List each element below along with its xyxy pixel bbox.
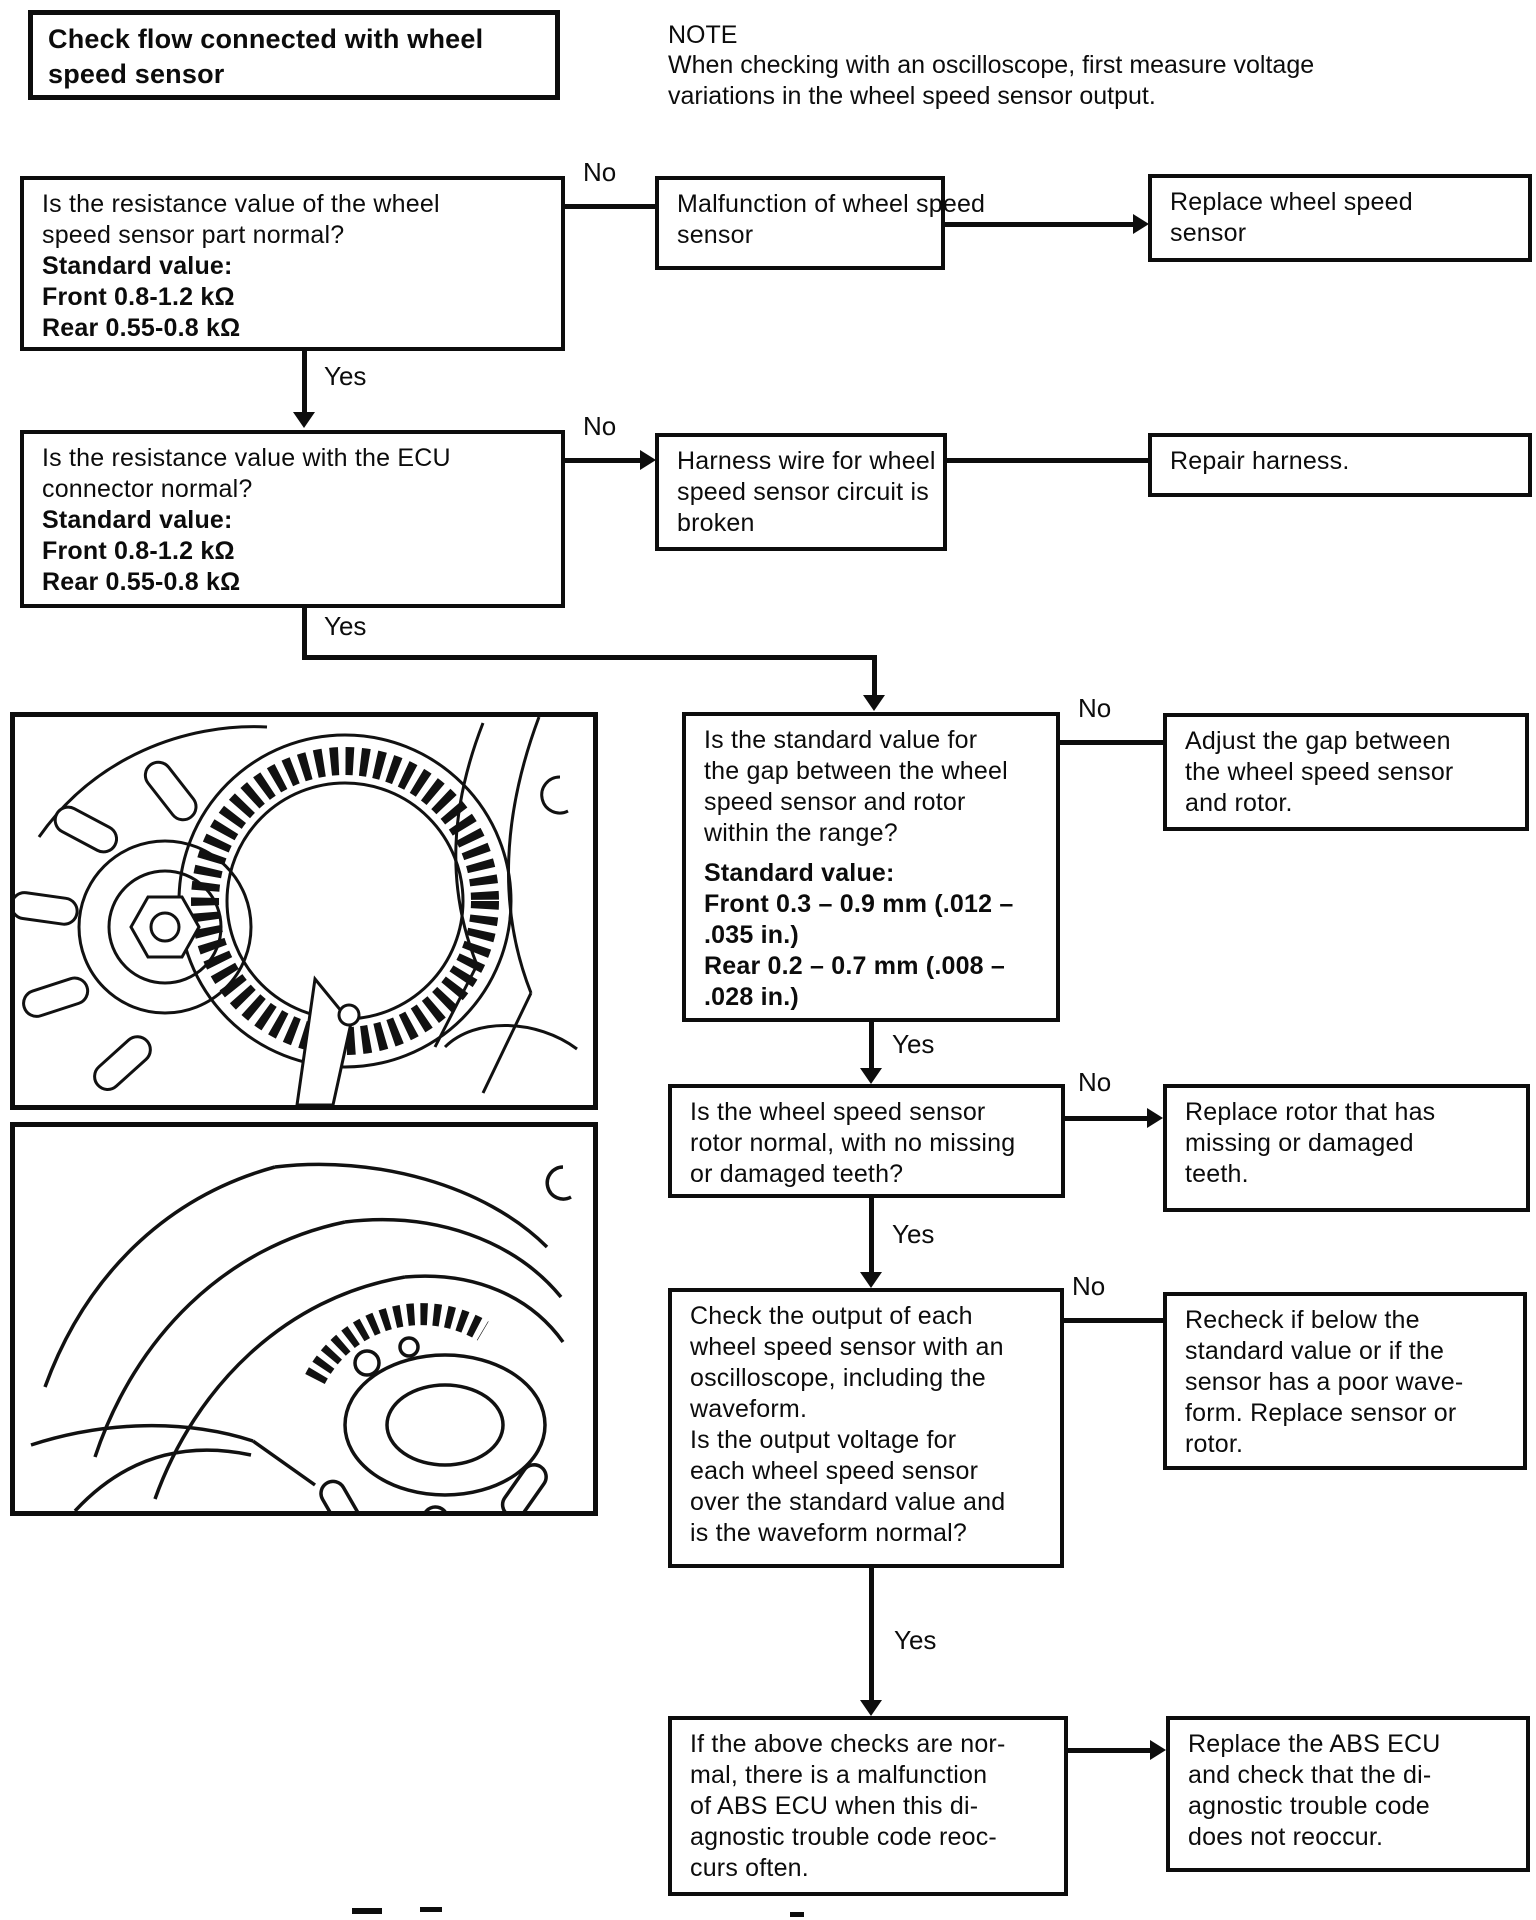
text-line: Replace wheel speed (1170, 188, 1413, 216)
question-text (42, 443, 543, 505)
branch-label-yes: Yes (324, 361, 367, 391)
arrow-right-icon (640, 450, 656, 470)
arrow-right-icon (1133, 214, 1149, 234)
text-line: does not reoccur. (1188, 1823, 1384, 1851)
arrow-right-icon (1147, 1108, 1163, 1128)
action-replace-sensor (1148, 174, 1532, 262)
branch-label-no: No (1072, 1271, 1106, 1301)
branch-label-no: No (583, 411, 617, 441)
text-line: teeth. (1185, 1160, 1249, 1188)
text-line: oscilloscope, including the (690, 1364, 986, 1392)
arrow-down-icon (860, 1068, 882, 1084)
scan-artifact-dash (790, 1912, 804, 1917)
note-body (668, 50, 1508, 112)
decision-oscilloscope-output (668, 1288, 1064, 1568)
text-line: standard value or if the (1185, 1337, 1445, 1365)
rear-hub-rotor-illustration (10, 1122, 598, 1516)
text-line: speed sensor and rotor (704, 788, 966, 816)
branch-label-no: No (1078, 1067, 1112, 1097)
text-line: and rotor. (1185, 789, 1293, 817)
text-line: agnostic trouble code reoc- (690, 1823, 997, 1851)
arrow-right-icon (1150, 1740, 1166, 1760)
text-line: Malfunction of wheel speed (677, 190, 986, 218)
result-sensor-malfunction (655, 176, 986, 270)
text-line: Standard value: (42, 506, 233, 534)
text-line: sensor (1170, 219, 1247, 247)
scan-artifact-dash (420, 1907, 442, 1912)
branch-label-yes: Yes (324, 611, 367, 641)
connector-line (869, 1568, 874, 1702)
text-line: Front 0.8-1.2 kΩ (42, 537, 235, 565)
text-line: Recheck if below the (1185, 1306, 1420, 1334)
text-line: rotor. (1185, 1430, 1244, 1458)
branch-label-yes: Yes (892, 1029, 935, 1059)
text-line: waveform. (690, 1395, 808, 1423)
arrow-down-icon (860, 1700, 882, 1716)
text-line: Standard value: (704, 859, 895, 887)
text-line: Replace the ABS ECU (1188, 1730, 1441, 1758)
text-line: Rear 0.55-0.8 kΩ (42, 314, 241, 342)
scan-artifact-dash (352, 1908, 382, 1914)
text-line: Harness wire for wheel (677, 447, 936, 475)
branch-label-yes: Yes (894, 1625, 937, 1655)
page-title (28, 10, 560, 100)
text-line: speed sensor circuit is (677, 478, 929, 506)
connector-line (869, 1198, 874, 1274)
text-line: If the above checks are nor- (690, 1730, 1006, 1758)
text-line: Is the wheel speed sensor (690, 1098, 986, 1126)
text-line: and check that the di- (1188, 1761, 1432, 1789)
text-line: the wheel speed sensor (1185, 758, 1454, 786)
text-line: mal, there is a malfunction (690, 1761, 988, 1789)
connector-line (947, 458, 1150, 463)
front-hub-rotor-illustration (10, 712, 598, 1110)
text-line: Rear 0.2 – 0.7 mm (.008 – (704, 952, 1006, 980)
text-line: Check flow connected with wheel (48, 24, 484, 54)
decision-sensor-resistance (20, 176, 565, 351)
standard-value-text (42, 251, 543, 344)
connector-line (1065, 1116, 1149, 1121)
connector-line (302, 608, 307, 660)
text-line: Replace rotor that has (1185, 1098, 1436, 1126)
text-line: form. Replace sensor or (1185, 1399, 1457, 1427)
conclusion-abs-ecu-malfunction (668, 1716, 1068, 1896)
connector-line (1060, 740, 1166, 745)
text-line: Front 0.3 – 0.9 mm (.012 – (704, 890, 1014, 918)
text-line: over the standard value and (690, 1488, 1006, 1516)
front-hub-rotor-drawing (15, 717, 593, 1105)
rear-hub-rotor-drawing (15, 1127, 593, 1511)
text-line: sensor has a poor wave- (1185, 1368, 1464, 1396)
text-line: speed sensor (48, 59, 225, 89)
text-line: the gap between the wheel (704, 757, 1008, 785)
text-line: Is the output voltage for (690, 1426, 957, 1454)
connector-line (302, 655, 877, 660)
text-line: Check the output of each (690, 1302, 973, 1330)
text-line: missing or damaged (1185, 1129, 1414, 1157)
text-line: connector normal? (42, 475, 253, 503)
text-line: sensor (677, 221, 754, 249)
decision-rotor-teeth (668, 1084, 1065, 1198)
arrow-down-icon (293, 412, 315, 428)
connector-line (869, 1022, 874, 1070)
text-line: Standard value: (42, 252, 233, 280)
text-line: of ABS ECU when this di- (690, 1792, 979, 1820)
arrow-down-icon (860, 1272, 882, 1288)
text-line: Is the resistance value with the ECU (42, 444, 451, 472)
text-line: When checking with an oscilloscope, first measure voltage (668, 51, 1315, 79)
text-line: Front 0.8-1.2 kΩ (42, 283, 235, 311)
connector-line (872, 655, 877, 697)
connector-line (302, 351, 307, 413)
action-replace-rotor (1163, 1084, 1530, 1212)
decision-sensor-rotor-gap (682, 712, 1060, 1022)
text-line: broken (677, 509, 755, 537)
connector-line (565, 204, 657, 209)
text-line: Is the standard value for (704, 726, 978, 754)
connector-line (945, 222, 1135, 227)
text-line: agnostic trouble code (1188, 1792, 1430, 1820)
text-line: Rear 0.55-0.8 kΩ (42, 568, 241, 596)
connector-line (1068, 1748, 1152, 1753)
text-line: variations in the wheel speed sensor output. (668, 82, 1156, 110)
text-line: is the waveform normal? (690, 1519, 967, 1547)
note-block (668, 20, 1508, 112)
standard-value-text (704, 858, 1038, 1013)
arrow-down-icon (863, 695, 885, 711)
text-line: .028 in.) (704, 983, 799, 1011)
text-line: Is the resistance value of the wheel (42, 190, 440, 218)
decision-ecu-resistance (20, 430, 565, 608)
standard-value-text (42, 505, 543, 598)
connector-line (565, 458, 643, 463)
result-harness-broken (655, 433, 947, 551)
text-line: or damaged teeth? (690, 1160, 904, 1188)
text-line: wheel speed sensor with an (690, 1333, 1004, 1361)
connector-line (1064, 1318, 1165, 1323)
text-line: speed sensor part normal? (42, 221, 345, 249)
action-replace-abs-ecu (1166, 1716, 1530, 1872)
branch-label-no: No (583, 157, 617, 187)
text-line: within the range? (704, 819, 898, 847)
action-adjust-gap (1163, 713, 1529, 831)
question-text (42, 189, 543, 251)
text-line: .035 in.) (704, 921, 799, 949)
text-line: Adjust the gap between (1185, 727, 1451, 755)
text-line: curs often. (690, 1854, 809, 1882)
text-line: rotor normal, with no missing (690, 1129, 1016, 1157)
action-repair-harness (1148, 433, 1532, 497)
note-heading: NOTE (668, 21, 738, 49)
question-text (704, 725, 1038, 849)
text-line: Repair harness. (1170, 447, 1350, 475)
branch-label-yes: Yes (892, 1219, 935, 1249)
text-line: each wheel speed sensor (690, 1457, 979, 1485)
branch-label-no: No (1078, 693, 1112, 723)
action-recheck-replace (1163, 1292, 1527, 1470)
